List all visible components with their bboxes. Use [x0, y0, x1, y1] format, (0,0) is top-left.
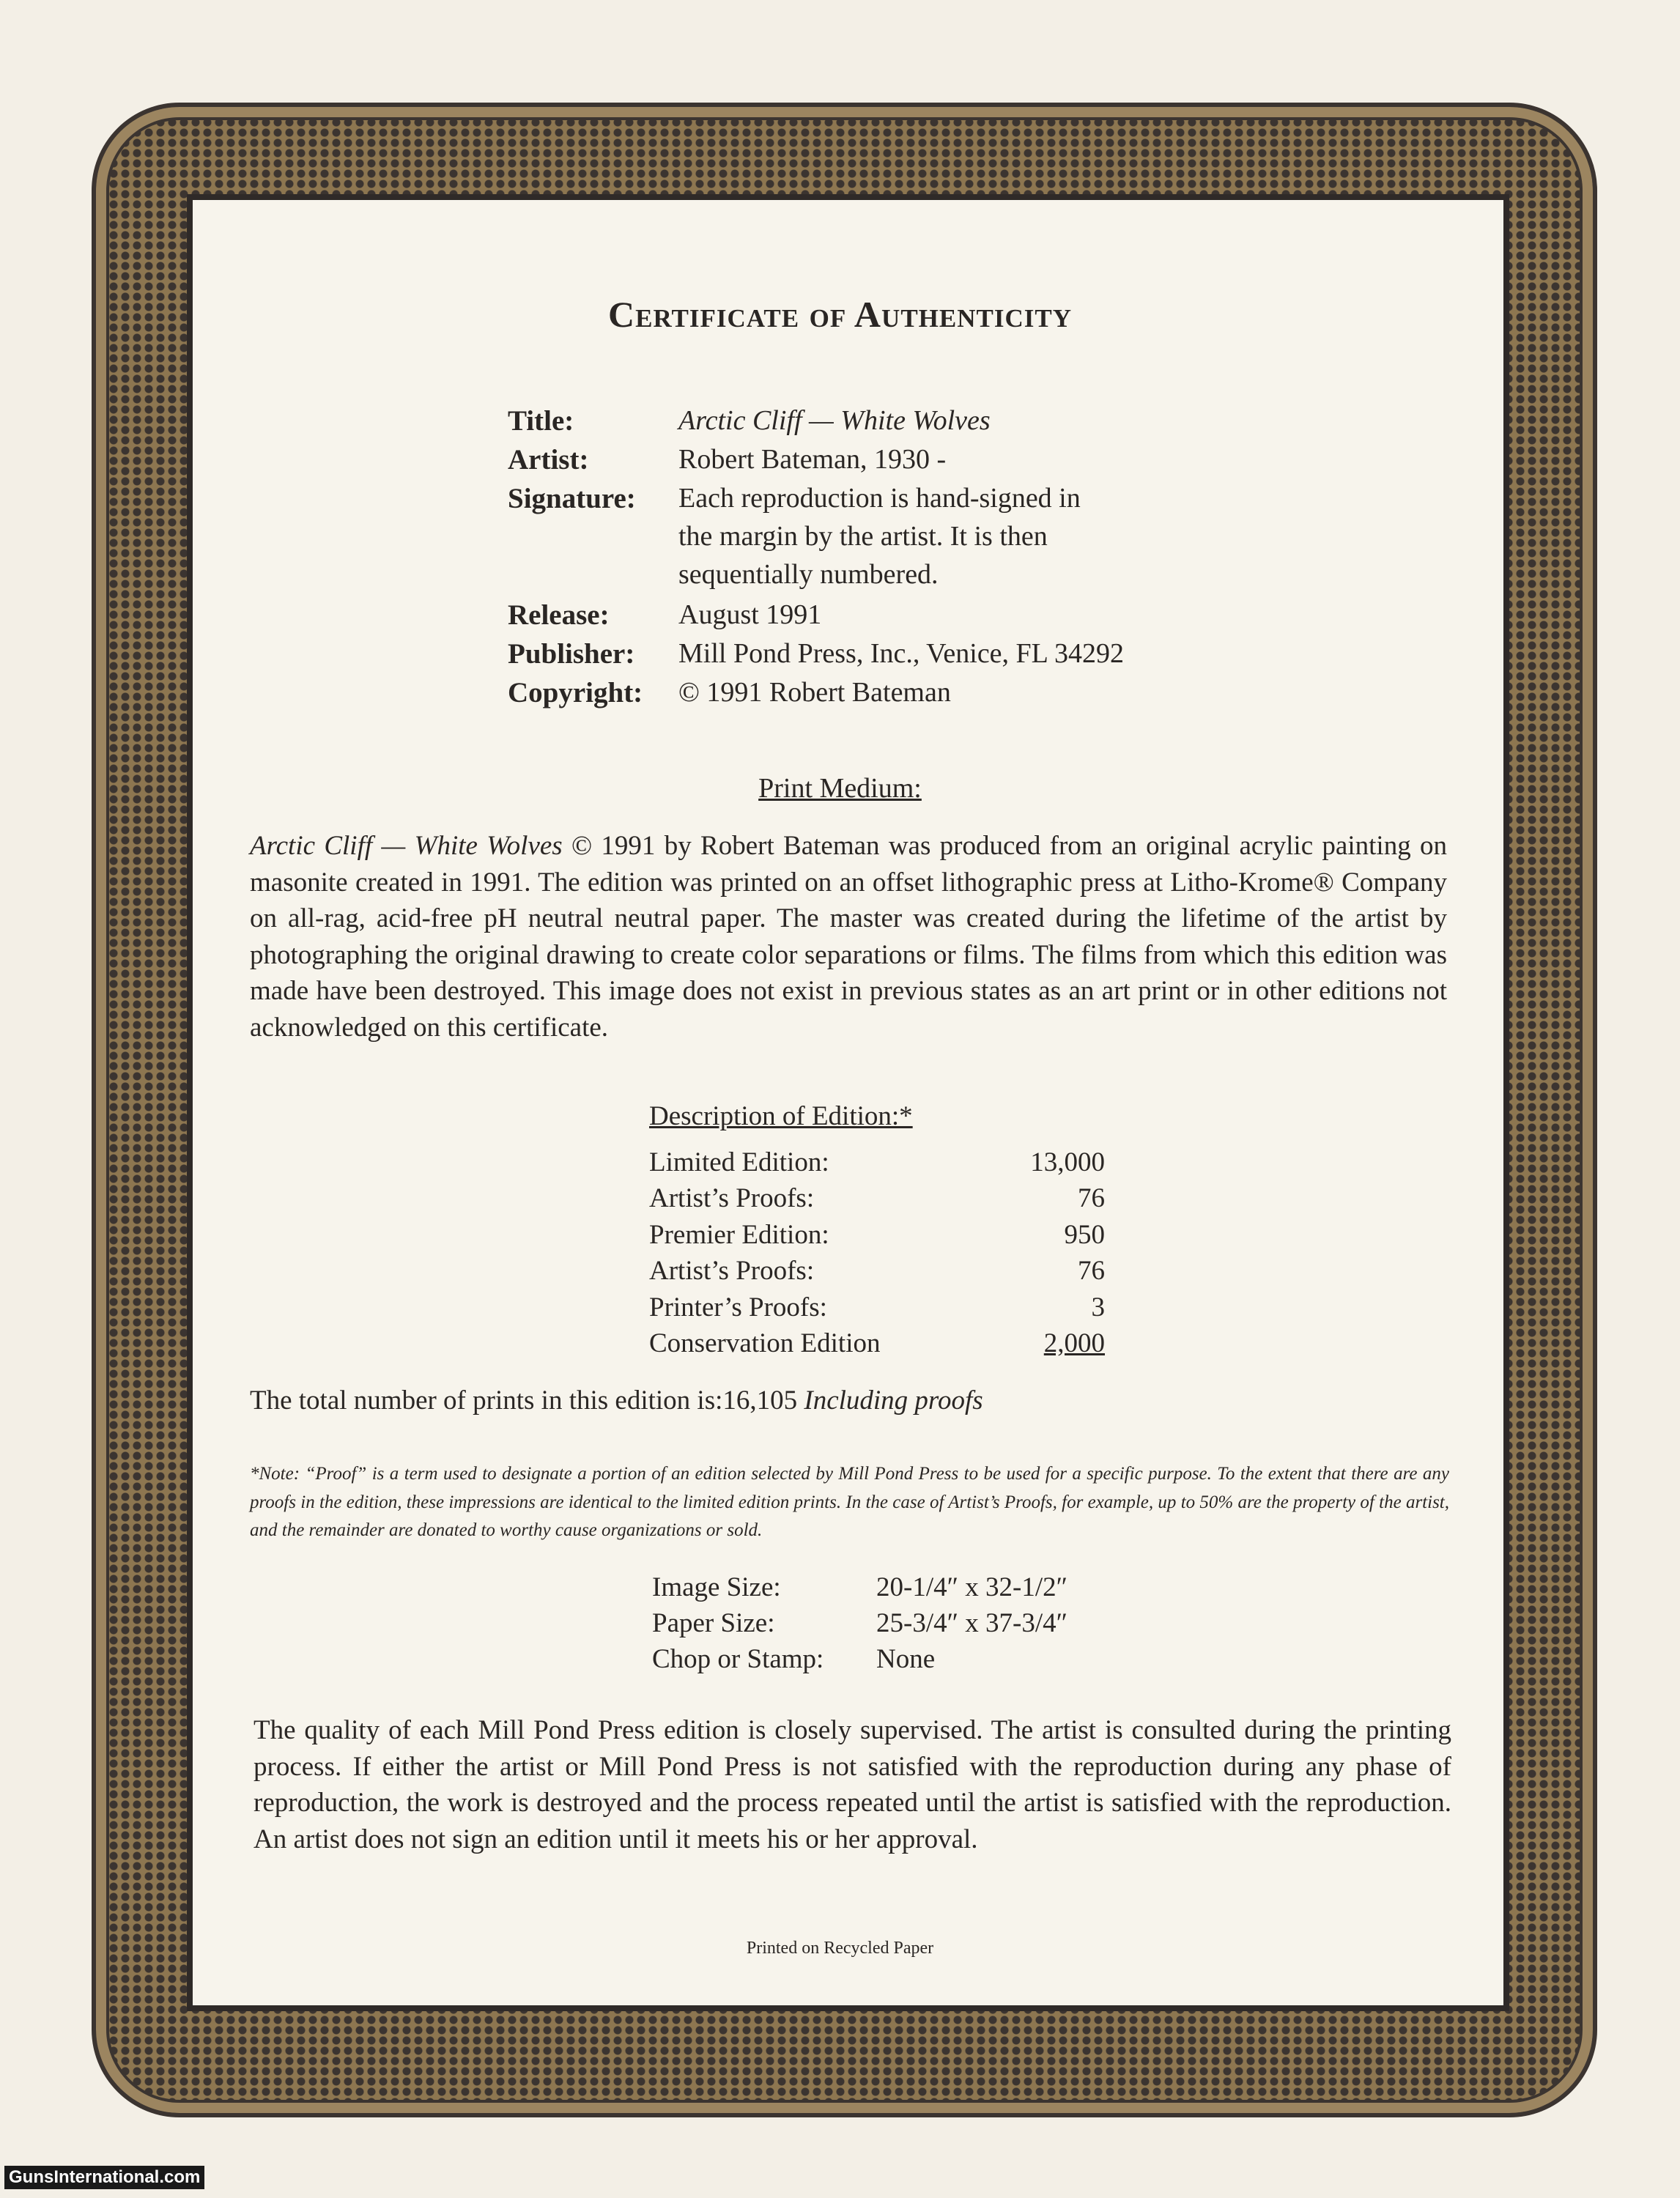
edition-value: 76: [1078, 1183, 1105, 1213]
detail-label: Title:: [508, 405, 574, 437]
size-label: Chop or Stamp:: [652, 1644, 824, 1674]
artwork-title: Arctic Cliff — White Wolves: [250, 831, 563, 861]
edition-heading: Description of Edition:*: [649, 1101, 913, 1131]
edition-value: 2,000: [1043, 1328, 1105, 1358]
detail-label: Signature:: [508, 483, 636, 514]
detail-value-cont: sequentially numbered.: [678, 559, 939, 590]
print-medium-paragraph: [250, 828, 1447, 1046]
detail-label: Publisher:: [508, 638, 635, 670]
edition-value: 3: [1091, 1292, 1105, 1322]
total-suffix: Including proofs: [804, 1385, 983, 1416]
total-label: The total number of prints in this edition is:: [250, 1385, 723, 1416]
detail-value: © 1991 Robert Bateman: [678, 677, 951, 708]
edition-row: [649, 1255, 1105, 1287]
edition-label: Conservation Edition: [649, 1328, 881, 1358]
detail-value: August 1991: [678, 599, 822, 630]
size-row: [652, 1643, 936, 1675]
edition-value: 950: [1064, 1220, 1105, 1250]
detail-value: Robert Bateman, 1930 -: [678, 444, 947, 475]
footer-note: Printed on Recycled Paper: [746, 1939, 934, 1958]
edition-label: Premier Edition:: [649, 1220, 829, 1250]
size-value: None: [876, 1644, 936, 1674]
watermark-logo: GunsInternational.com: [4, 2166, 204, 2189]
detail-label: Artist:: [508, 444, 589, 476]
detail-label: Copyright:: [508, 677, 643, 708]
detail-label: Release:: [508, 599, 610, 631]
detail-value-cont: the margin by the artist. It is then: [678, 521, 1048, 552]
size-row: [652, 1572, 1068, 1603]
edition-row: [649, 1292, 1105, 1323]
size-value: 25-3/4″ x 37-3/4″: [876, 1608, 1068, 1638]
detail-value: Arctic Cliff — White Wolves: [678, 405, 991, 436]
edition-row: [649, 1328, 1105, 1359]
edition-label: Limited Edition:: [649, 1147, 829, 1177]
detail-value: Each reproduction is hand-signed in: [678, 483, 1081, 514]
edition-value: 13,000: [1030, 1147, 1105, 1177]
edition-row: [649, 1219, 1105, 1251]
size-row: [652, 1607, 1068, 1639]
edition-row: [649, 1183, 1105, 1214]
edition-value: 76: [1078, 1256, 1105, 1286]
print-medium-heading: Print Medium:: [758, 773, 922, 804]
edition-label: Artist’s Proofs:: [649, 1183, 815, 1213]
size-value: 20-1/4″ x 32-1/2″: [876, 1572, 1068, 1602]
size-label: Paper Size:: [652, 1608, 775, 1638]
quality-paragraph: The quality of each Mill Pond Press edition is closely supervised. The artist is consulted during the printing process. If either the artist or Mill Pond Press is not satisfied with the reproduction during any phase of reproduction, the work is destroyed and the process repeated until the artist is satisfied with the reproduction. An artist does not sign an edition until it meets his or her approval.: [254, 1715, 1451, 1854]
edition-label: Printer’s Proofs:: [649, 1292, 827, 1322]
page-title: Certificate of Authenticity: [607, 294, 1072, 335]
print-medium-text: © 1991 by Robert Bateman was produced from an original acrylic painting on masonite created in 1991. The edition was printed on an offset lithographic press at Litho-Krome® Company on all-rag, acid-free pH neutral neutral paper. The master was created during the lifetime of the artist by photographing the original drawing to create color separations or films. The films from which this edition was made have been destroyed. This image does not exist in previous states as an art print or in other editions not acknowledged on this certificate.: [250, 831, 1447, 1043]
detail-value: Mill Pond Press, Inc., Venice, FL 34292: [678, 638, 1124, 669]
edition-row: [649, 1147, 1105, 1178]
proof-note: *Note: “Proof” is a term used to designate a portion of an edition selected by Mill Pond Press to be used for a specific purpose. To the extent that there are any proofs in the edition, these impressions are identical to the limited edition prints. In the case of Artist’s Proofs, for example, up to 50% are the property of the artist, and the remainder are donated to worthy cause organizations or sold.: [250, 1464, 1449, 1540]
total-value: 16,105: [722, 1385, 798, 1416]
edition-label: Artist’s Proofs:: [649, 1256, 815, 1286]
size-label: Image Size:: [652, 1572, 781, 1602]
edition-total: [250, 1385, 983, 1416]
